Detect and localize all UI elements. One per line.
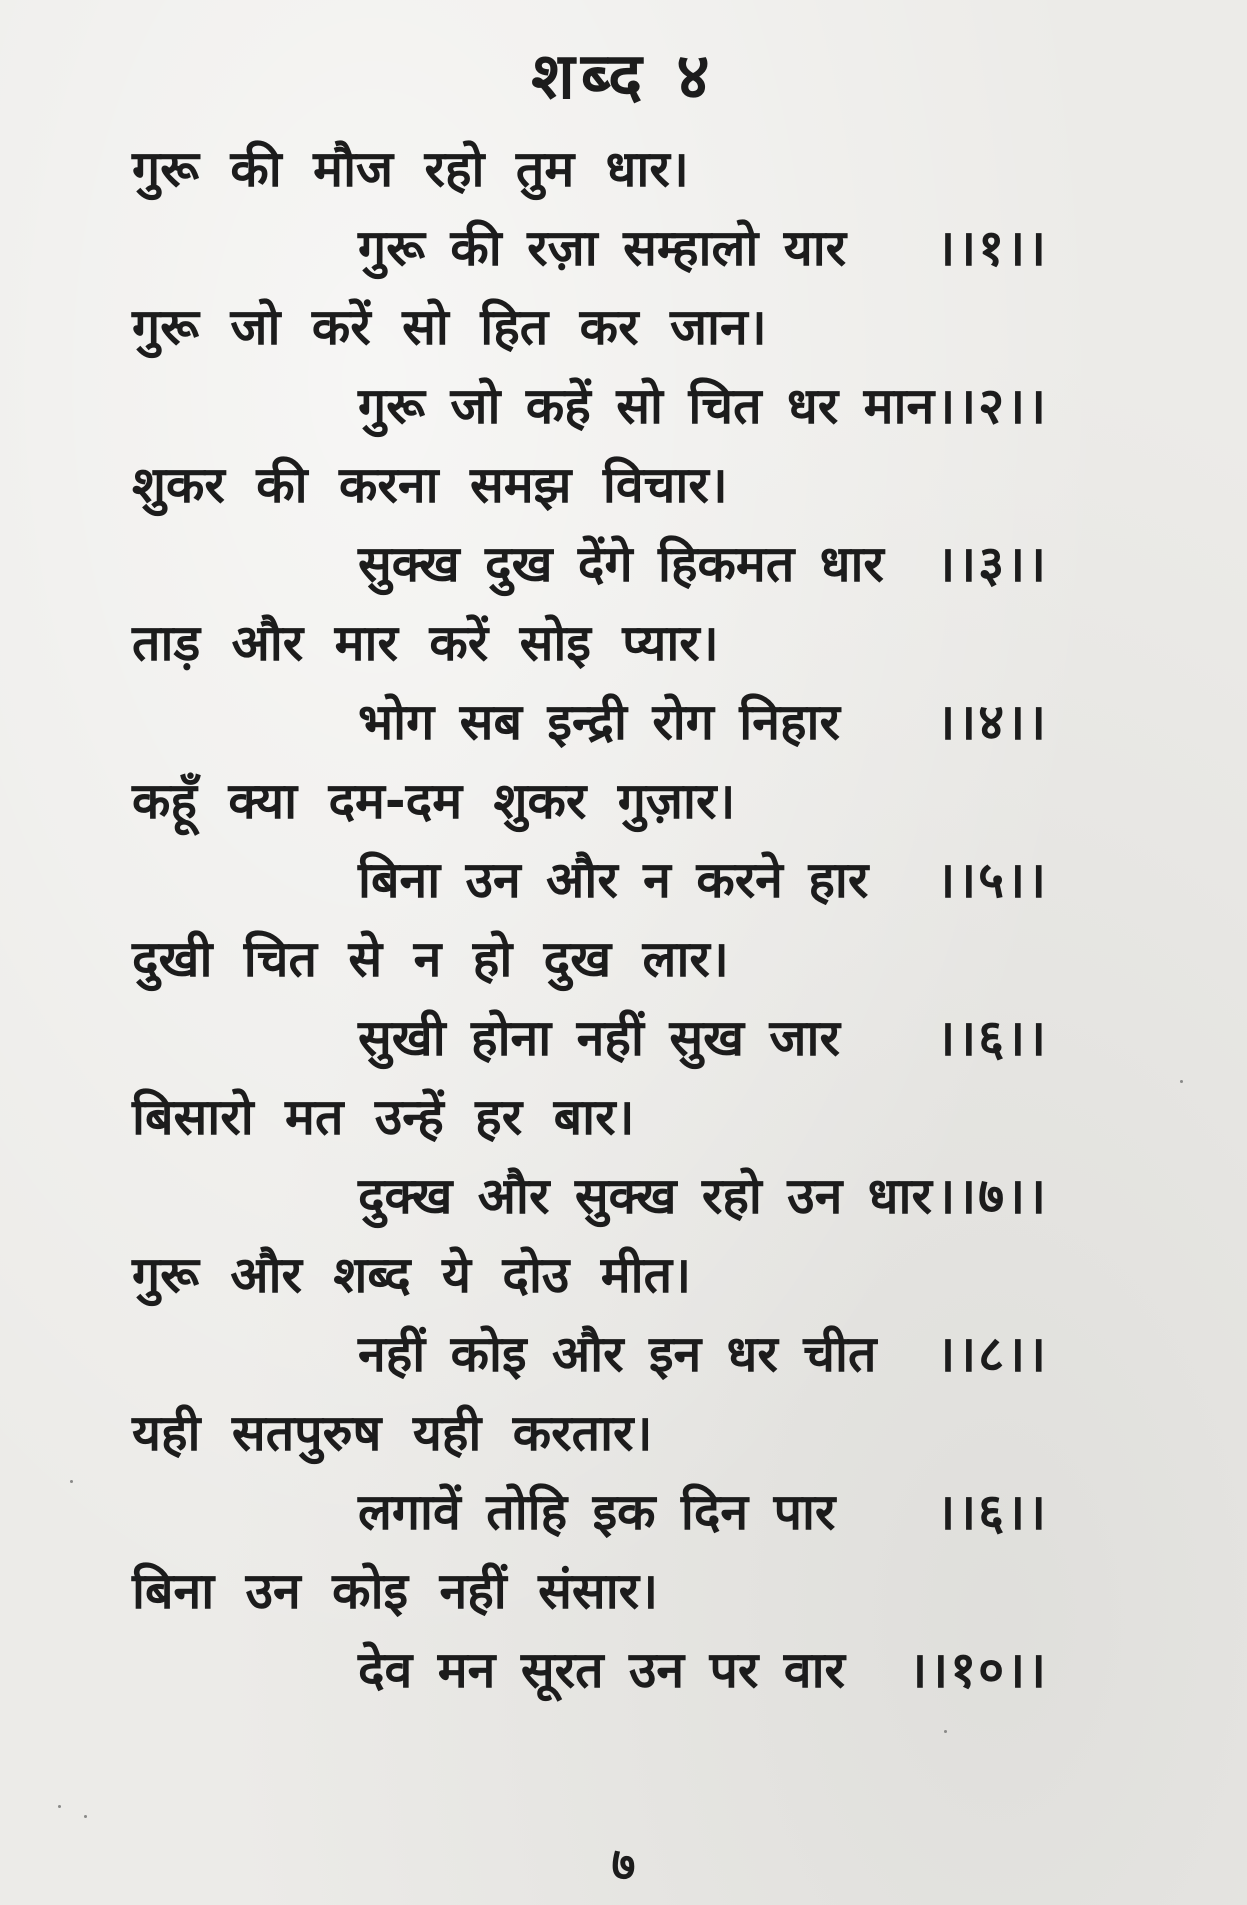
paper-speck [944, 1730, 947, 1733]
couplet-8-line-1: गुरू और शब्द ये दोउ मीत। [132, 1246, 692, 1304]
page-title: शब्द ४ [531, 40, 716, 114]
couplet-2-line-2 [0, 367, 1048, 446]
paper-speck [1180, 1080, 1183, 1083]
couplet-6-number: ।।६।। [936, 1009, 1048, 1067]
couplet-8-line-2-text: नहीं कोइ और इन धर चीत [358, 1325, 877, 1383]
couplet-7-line-2 [0, 1157, 1048, 1236]
couplet-4-number: ।।४।। [936, 693, 1048, 751]
couplet-9-line-2-text: लगावें तोहि इक दिन पार [358, 1483, 836, 1541]
couplet-4-line-2 [0, 683, 1048, 762]
couplet-7-number: ।।७।। [936, 1167, 1048, 1225]
couplet-10-line-1: बिना उन कोइ नहीं संसार। [132, 1562, 659, 1620]
paper-speck [58, 1805, 61, 1808]
paper-speck [70, 1480, 73, 1483]
couplet-5-line-2 [0, 841, 1048, 920]
couplet-3-line-2-text: सुक्ख दुख देंगे हिकमत धार [358, 535, 884, 593]
couplet-3-line-1: शुकर की करना समझ विचार। [132, 456, 728, 514]
couplet-8-line-2 [0, 1315, 1048, 1394]
couplet-1-line-2-text: गुरू की रज़ा सम्हालो यार [358, 219, 847, 277]
couplet-7-line-1: बिसारो मत उन्हें हर बार। [132, 1088, 635, 1146]
couplet-1-line-2 [0, 209, 1048, 288]
couplet-6-line-2 [0, 999, 1048, 1078]
page-number: ७ [611, 1837, 636, 1891]
couplet-10-number: ।।१०।। [908, 1641, 1048, 1699]
couplet-2-line-2-text: गुरू जो कहें सो चित धर मान [358, 377, 935, 435]
paper-speck [84, 1815, 87, 1818]
couplet-2-number: ।।२।। [936, 377, 1048, 435]
couplet-8-number: ।।८।। [936, 1325, 1048, 1383]
couplet-5-line-1: कहूँ क्या दम-दम शुकर गुज़ार। [132, 772, 736, 830]
couplet-4-line-2-text: भोग सब इन्द्री रोग निहार [358, 693, 840, 751]
couplet-10-line-2-text: देव मन सूरत उन पर वार [358, 1641, 845, 1699]
couplet-4-line-1: ताड़ और मार करें सोइ प्यार। [132, 614, 719, 672]
couplet-6-line-1: दुखी चित से न हो दुख लार। [132, 930, 729, 988]
couplet-7-line-2-text: दुक्ख और सुक्ख रहो उन धार [358, 1167, 932, 1225]
verse-block [0, 130, 1247, 1710]
couplet-9-line-1: यही सतपुरुष यही करतार। [132, 1404, 653, 1462]
couplet-2-line-1: गुरू जो करें सो हित कर जान। [132, 298, 767, 356]
couplet-1-line-1: गुरू की मौज रहो तुम धार। [132, 140, 689, 198]
couplet-9-line-2 [0, 1473, 1048, 1552]
couplet-5-number: ।।५।। [936, 851, 1048, 909]
couplet-10-line-2 [0, 1631, 1048, 1710]
couplet-3-line-2 [0, 525, 1048, 604]
couplet-1-number: ।।१।। [936, 219, 1048, 277]
couplet-3-number: ।।३।। [936, 535, 1048, 593]
couplet-9-number: ।।६।। [936, 1483, 1048, 1541]
couplet-5-line-2-text: बिना उन और न करने हार [358, 851, 869, 909]
couplet-6-line-2-text: सुखी होना नहीं सुख जार [358, 1009, 840, 1067]
